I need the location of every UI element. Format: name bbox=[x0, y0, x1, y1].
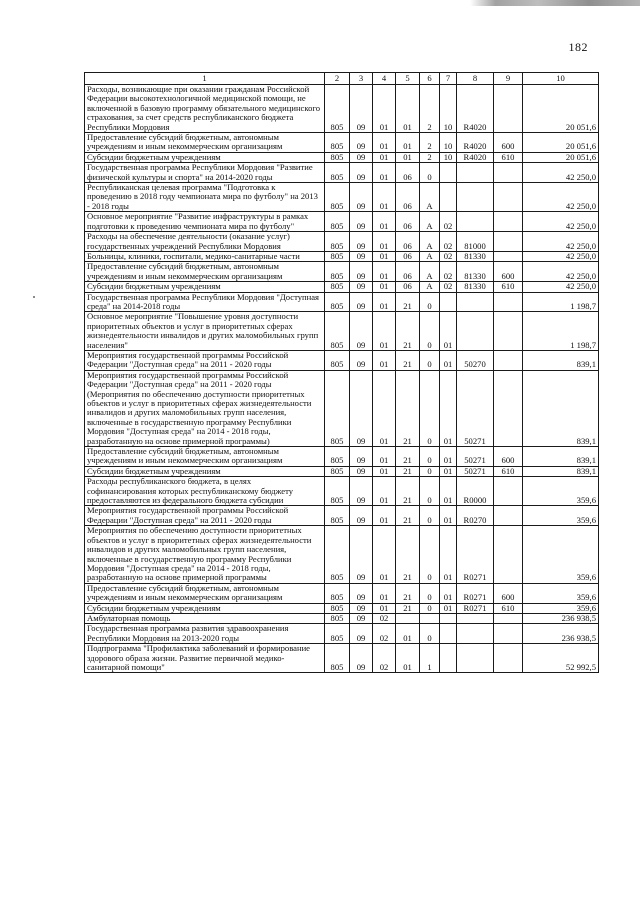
row-code-c6: 2 bbox=[420, 85, 440, 133]
row-description: Расходы на обеспечение деятельности (оказание услуг) государственных учреждений Республики Мордовия bbox=[85, 232, 325, 252]
row-amount: 839,1 bbox=[523, 350, 599, 370]
row-amount: 42 250,0 bbox=[523, 251, 599, 261]
row-code-c7 bbox=[440, 624, 457, 644]
row-code-c9 bbox=[494, 624, 523, 644]
row-code-c5: 01 bbox=[396, 152, 420, 162]
row-description: Республиканская целевая программа "Подготовка к проведению в 2018 году чемпионата мира по футболу" на 2013 - 2018 годы bbox=[85, 183, 325, 212]
table-row bbox=[85, 163, 599, 183]
row-code-c8: R4020 bbox=[457, 152, 494, 162]
row-amount: 839,1 bbox=[523, 370, 599, 446]
row-code-c8 bbox=[457, 292, 494, 312]
row-code-c8: 81330 bbox=[457, 282, 494, 292]
row-code-c9: 610 bbox=[494, 282, 523, 292]
table-header-row bbox=[85, 73, 599, 85]
table-row bbox=[85, 370, 599, 446]
row-code-c7: 01 bbox=[440, 350, 457, 370]
row-code-c7 bbox=[440, 644, 457, 673]
row-code-c5: 21 bbox=[396, 312, 420, 351]
row-code-c9 bbox=[494, 251, 523, 261]
row-code-c9 bbox=[494, 477, 523, 506]
row-code-c8: 50271 bbox=[457, 370, 494, 446]
row-code-c9: 610 bbox=[494, 603, 523, 613]
row-code-c4: 01 bbox=[373, 212, 396, 232]
row-code-c6: 0 bbox=[420, 312, 440, 351]
row-code-c2: 805 bbox=[325, 370, 350, 446]
row-description: Предоставление субсидий бюджетным, автономным учреждениям и иным некоммерческим организациям bbox=[85, 262, 325, 282]
table-row bbox=[85, 583, 599, 603]
row-description: Государственная программа развития здравоохранения Республики Мордовия на 2013-2020 годы bbox=[85, 624, 325, 644]
row-amount: 52 992,5 bbox=[523, 644, 599, 673]
row-description: Расходы республиканского бюджета, в целях софинансирования которых республиканскому бюджету предоставляются из федерального бюджета субсидии bbox=[85, 477, 325, 506]
row-code-c5 bbox=[396, 613, 420, 623]
row-amount: 236 938,5 bbox=[523, 624, 599, 644]
row-code-c3: 09 bbox=[350, 350, 373, 370]
row-code-c2: 805 bbox=[325, 506, 350, 526]
row-code-c5: 01 bbox=[396, 133, 420, 153]
table-row bbox=[85, 350, 599, 370]
row-description: Предоставление субсидий бюджетным, автономным учреждениям и иным некоммерческим организациям bbox=[85, 447, 325, 467]
row-code-c6: 0 bbox=[420, 603, 440, 613]
row-code-c6: 2 bbox=[420, 133, 440, 153]
column-header: 1 bbox=[85, 73, 325, 85]
row-code-c8: 50271 bbox=[457, 466, 494, 476]
row-code-c9 bbox=[494, 232, 523, 252]
row-code-c7 bbox=[440, 292, 457, 312]
row-code-c9 bbox=[494, 370, 523, 446]
row-description: Подпрограмма "Профилактика заболеваний и формирование здорового образа жизни. Развитие первичной медико-санитарной помощи" bbox=[85, 644, 325, 673]
row-code-c7: 01 bbox=[440, 506, 457, 526]
row-code-c2: 805 bbox=[325, 282, 350, 292]
row-code-c4: 01 bbox=[373, 477, 396, 506]
row-code-c8: 81330 bbox=[457, 251, 494, 261]
row-code-c6: 0 bbox=[420, 477, 440, 506]
table-row bbox=[85, 212, 599, 232]
row-code-c6: 0 bbox=[420, 370, 440, 446]
row-code-c9 bbox=[494, 292, 523, 312]
row-code-c3: 09 bbox=[350, 183, 373, 212]
row-code-c7: 01 bbox=[440, 583, 457, 603]
row-code-c3: 09 bbox=[350, 477, 373, 506]
row-code-c8 bbox=[457, 312, 494, 351]
row-code-c4: 01 bbox=[373, 603, 396, 613]
row-code-c9 bbox=[494, 613, 523, 623]
row-code-c8: R4020 bbox=[457, 85, 494, 133]
row-code-c5: 21 bbox=[396, 583, 420, 603]
row-amount: 20 051,6 bbox=[523, 85, 599, 133]
row-code-c2: 805 bbox=[325, 133, 350, 153]
row-description: Субсидии бюджетным учреждениям bbox=[85, 466, 325, 476]
row-code-c3: 09 bbox=[350, 447, 373, 467]
column-header: 7 bbox=[440, 73, 457, 85]
row-code-c7 bbox=[440, 183, 457, 212]
row-code-c6: 0 bbox=[420, 466, 440, 476]
row-code-c6: 0 bbox=[420, 583, 440, 603]
row-description: Расходы, возникающие при оказании гражданам Российской Федерации высокотехнологичной медицинской помощи, не включенной в базовую программу обязательного медицинского страхования, за счет средств республиканского бюджета Республики Мордовия bbox=[85, 85, 325, 133]
row-code-c7: 01 bbox=[440, 312, 457, 351]
row-code-c9 bbox=[494, 350, 523, 370]
row-code-c9: 600 bbox=[494, 262, 523, 282]
row-code-c7: 02 bbox=[440, 212, 457, 232]
row-code-c2: 805 bbox=[325, 292, 350, 312]
row-code-c8: R0271 bbox=[457, 526, 494, 583]
table-row bbox=[85, 85, 599, 133]
row-code-c2: 805 bbox=[325, 603, 350, 613]
row-code-c6: А bbox=[420, 282, 440, 292]
row-code-c3: 09 bbox=[350, 262, 373, 282]
row-code-c6: 0 bbox=[420, 506, 440, 526]
row-code-c8: R0270 bbox=[457, 506, 494, 526]
row-code-c8: R0271 bbox=[457, 603, 494, 613]
column-header: 4 bbox=[373, 73, 396, 85]
row-code-c2: 805 bbox=[325, 583, 350, 603]
table-row bbox=[85, 183, 599, 212]
row-code-c5: 21 bbox=[396, 447, 420, 467]
row-description: Субсидии бюджетным учреждениям bbox=[85, 603, 325, 613]
row-code-c2: 805 bbox=[325, 624, 350, 644]
row-code-c3: 09 bbox=[350, 624, 373, 644]
row-code-c7 bbox=[440, 613, 457, 623]
row-code-c8: R0271 bbox=[457, 583, 494, 603]
row-amount: 359,6 bbox=[523, 603, 599, 613]
row-code-c5: 21 bbox=[396, 603, 420, 613]
row-code-c4: 01 bbox=[373, 85, 396, 133]
row-code-c4: 02 bbox=[373, 644, 396, 673]
row-code-c4: 02 bbox=[373, 624, 396, 644]
row-code-c4: 01 bbox=[373, 350, 396, 370]
row-code-c6: 0 bbox=[420, 350, 440, 370]
row-amount: 42 250,0 bbox=[523, 212, 599, 232]
row-code-c9 bbox=[494, 163, 523, 183]
table-row bbox=[85, 613, 599, 623]
table-row bbox=[85, 506, 599, 526]
row-code-c4: 01 bbox=[373, 251, 396, 261]
column-header: 8 bbox=[457, 73, 494, 85]
scan-speck bbox=[33, 296, 35, 298]
row-amount: 839,1 bbox=[523, 466, 599, 476]
column-header: 3 bbox=[350, 73, 373, 85]
row-code-c8: R4020 bbox=[457, 133, 494, 153]
row-code-c2: 805 bbox=[325, 447, 350, 467]
row-code-c9 bbox=[494, 312, 523, 351]
row-code-c3: 09 bbox=[350, 292, 373, 312]
row-code-c2: 805 bbox=[325, 152, 350, 162]
row-code-c2: 805 bbox=[325, 526, 350, 583]
row-code-c2: 805 bbox=[325, 262, 350, 282]
row-code-c5: 06 bbox=[396, 212, 420, 232]
row-code-c3: 09 bbox=[350, 152, 373, 162]
column-header: 5 bbox=[396, 73, 420, 85]
row-code-c9: 600 bbox=[494, 447, 523, 467]
table-row bbox=[85, 312, 599, 351]
row-code-c3: 09 bbox=[350, 282, 373, 292]
row-code-c3: 09 bbox=[350, 85, 373, 133]
page-number: 182 bbox=[568, 40, 588, 54]
row-code-c5: 21 bbox=[396, 477, 420, 506]
row-code-c2: 805 bbox=[325, 466, 350, 476]
row-description: Мероприятия государственной программы Российской Федерации "Доступная среда" на 2011 - 2020 годы bbox=[85, 506, 325, 526]
row-code-c2: 805 bbox=[325, 232, 350, 252]
row-code-c5: 01 bbox=[396, 644, 420, 673]
row-amount: 359,6 bbox=[523, 506, 599, 526]
row-description: Основное мероприятие "Развитие инфраструктуры в рамках подготовки к проведению чемпионата мира по футболу" bbox=[85, 212, 325, 232]
row-code-c3: 09 bbox=[350, 613, 373, 623]
row-description: Основное мероприятие "Повышение уровня доступности приоритетных объектов и услуг в приоритетных сферах жизнедеятельности инвалидов и других маломобильных групп населения" bbox=[85, 312, 325, 351]
row-code-c3: 09 bbox=[350, 312, 373, 351]
row-code-c8: 81330 bbox=[457, 262, 494, 282]
row-amount: 42 250,0 bbox=[523, 262, 599, 282]
row-code-c3: 09 bbox=[350, 133, 373, 153]
row-code-c2: 805 bbox=[325, 477, 350, 506]
row-code-c4: 02 bbox=[373, 613, 396, 623]
row-code-c7: 01 bbox=[440, 603, 457, 613]
row-code-c4: 01 bbox=[373, 506, 396, 526]
row-amount: 42 250,0 bbox=[523, 163, 599, 183]
row-code-c2: 805 bbox=[325, 163, 350, 183]
row-code-c5: 06 bbox=[396, 282, 420, 292]
row-code-c9: 600 bbox=[494, 133, 523, 153]
row-code-c5: 21 bbox=[396, 526, 420, 583]
row-code-c7: 10 bbox=[440, 152, 457, 162]
row-amount: 42 250,0 bbox=[523, 232, 599, 252]
row-code-c5: 21 bbox=[396, 466, 420, 476]
row-code-c3: 09 bbox=[350, 370, 373, 446]
row-code-c8: R0000 bbox=[457, 477, 494, 506]
row-code-c7: 02 bbox=[440, 262, 457, 282]
row-code-c4: 01 bbox=[373, 447, 396, 467]
row-code-c6: 0 bbox=[420, 624, 440, 644]
table-row bbox=[85, 624, 599, 644]
row-code-c8 bbox=[457, 163, 494, 183]
row-amount: 359,6 bbox=[523, 526, 599, 583]
row-description: Мероприятия государственной программы Российской Федерации "Доступная среда" на 2011 - 2020 годы (Мероприятия по обеспечению доступности приоритетных объектов и услуг в приоритетных сферах жизнедеятельности инвалидов и других маломобильных групп населения, включенные в государственную программу Республики Мордовия "Доступная среда" на 2014 - 2018 годы, разработанную на основе примерной программы) bbox=[85, 370, 325, 446]
row-code-c5: 06 bbox=[396, 163, 420, 183]
row-amount: 236 938,5 bbox=[523, 613, 599, 623]
row-code-c8 bbox=[457, 212, 494, 232]
row-code-c4: 01 bbox=[373, 152, 396, 162]
row-description: Амбулаторная помощь bbox=[85, 613, 325, 623]
row-code-c5: 06 bbox=[396, 183, 420, 212]
row-code-c7: 01 bbox=[440, 477, 457, 506]
row-code-c4: 01 bbox=[373, 526, 396, 583]
row-code-c6: А bbox=[420, 232, 440, 252]
row-code-c5: 21 bbox=[396, 506, 420, 526]
row-code-c6: 0 bbox=[420, 163, 440, 183]
row-code-c3: 09 bbox=[350, 232, 373, 252]
row-code-c5: 21 bbox=[396, 350, 420, 370]
table-row bbox=[85, 232, 599, 252]
row-code-c8: 81000 bbox=[457, 232, 494, 252]
table-row bbox=[85, 282, 599, 292]
row-code-c2: 805 bbox=[325, 613, 350, 623]
row-code-c6: 0 bbox=[420, 447, 440, 467]
row-amount: 42 250,0 bbox=[523, 183, 599, 212]
row-code-c6: А bbox=[420, 262, 440, 282]
budget-table bbox=[84, 72, 599, 673]
row-amount: 359,6 bbox=[523, 583, 599, 603]
row-code-c4: 01 bbox=[373, 232, 396, 252]
column-header: 2 bbox=[325, 73, 350, 85]
row-description: Субсидии бюджетным учреждениям bbox=[85, 282, 325, 292]
row-code-c2: 805 bbox=[325, 350, 350, 370]
row-code-c5: 21 bbox=[396, 292, 420, 312]
row-code-c7: 01 bbox=[440, 447, 457, 467]
row-amount: 359,6 bbox=[523, 477, 599, 506]
row-code-c5: 06 bbox=[396, 251, 420, 261]
row-code-c2: 805 bbox=[325, 183, 350, 212]
row-code-c7: 02 bbox=[440, 251, 457, 261]
row-description: Мероприятия по обеспечению доступности приоритетных объектов и услуг в приоритетных сферах жизнедеятельности инвалидов и других маломобильных групп населения, включенные в государственную программу Республики Мордовия "Доступная среда" на 2014 - 2018 годы, разработанную на основе примерной программы bbox=[85, 526, 325, 583]
column-header: 6 bbox=[420, 73, 440, 85]
row-amount: 1 198,7 bbox=[523, 312, 599, 351]
column-header: 10 bbox=[523, 73, 599, 85]
table-row bbox=[85, 477, 599, 506]
row-code-c3: 09 bbox=[350, 644, 373, 673]
row-code-c7: 01 bbox=[440, 526, 457, 583]
row-code-c5: 01 bbox=[396, 624, 420, 644]
row-code-c9: 610 bbox=[494, 466, 523, 476]
row-code-c6: 2 bbox=[420, 152, 440, 162]
table-row bbox=[85, 133, 599, 153]
table-row bbox=[85, 152, 599, 162]
row-code-c2: 805 bbox=[325, 212, 350, 232]
row-code-c4: 01 bbox=[373, 183, 396, 212]
row-code-c6: А bbox=[420, 183, 440, 212]
row-code-c3: 09 bbox=[350, 212, 373, 232]
row-code-c2: 805 bbox=[325, 85, 350, 133]
row-amount: 1 198,7 bbox=[523, 292, 599, 312]
row-description: Государственная программа Республики Мордовия "Развитие физической культуры и спорта" на 2014-2020 годы bbox=[85, 163, 325, 183]
row-code-c9: 600 bbox=[494, 583, 523, 603]
row-code-c9: 610 bbox=[494, 152, 523, 162]
scan-artifact bbox=[470, 0, 640, 6]
row-code-c6 bbox=[420, 613, 440, 623]
row-amount: 20 051,6 bbox=[523, 133, 599, 153]
row-code-c7: 02 bbox=[440, 282, 457, 292]
row-code-c6: А bbox=[420, 212, 440, 232]
row-description: Предоставление субсидий бюджетным, автономным учреждениям и иным некоммерческим организациям bbox=[85, 133, 325, 153]
row-description: Субсидии бюджетным учреждениям bbox=[85, 152, 325, 162]
row-code-c8 bbox=[457, 613, 494, 623]
row-amount: 20 051,6 bbox=[523, 152, 599, 162]
row-code-c8 bbox=[457, 183, 494, 212]
row-code-c7 bbox=[440, 163, 457, 183]
row-code-c6: 0 bbox=[420, 292, 440, 312]
row-code-c5: 01 bbox=[396, 85, 420, 133]
row-code-c2: 805 bbox=[325, 312, 350, 351]
row-amount: 839,1 bbox=[523, 447, 599, 467]
row-code-c6: 1 bbox=[420, 644, 440, 673]
row-description: Мероприятия государственной программы Российской Федерации "Доступная среда" на 2011 - 2020 годы bbox=[85, 350, 325, 370]
row-code-c8 bbox=[457, 624, 494, 644]
row-code-c4: 01 bbox=[373, 133, 396, 153]
row-code-c5: 21 bbox=[396, 370, 420, 446]
row-code-c4: 01 bbox=[373, 583, 396, 603]
row-code-c7: 10 bbox=[440, 133, 457, 153]
table-row bbox=[85, 466, 599, 476]
row-code-c9 bbox=[494, 85, 523, 133]
row-code-c3: 09 bbox=[350, 466, 373, 476]
row-code-c5: 06 bbox=[396, 262, 420, 282]
table-row bbox=[85, 251, 599, 261]
row-code-c4: 01 bbox=[373, 282, 396, 292]
table-row bbox=[85, 603, 599, 613]
row-description: Больницы, клиники, госпитали, медико-санитарные части bbox=[85, 251, 325, 261]
table-row bbox=[85, 644, 599, 673]
row-code-c5: 06 bbox=[396, 232, 420, 252]
row-description: Государственная программа Республики Мордовия "Доступная среда" на 2014-2018 годы bbox=[85, 292, 325, 312]
row-code-c6: 0 bbox=[420, 526, 440, 583]
row-description: Предоставление субсидий бюджетным, автономным учреждениям и иным некоммерческим организациям bbox=[85, 583, 325, 603]
row-code-c2: 805 bbox=[325, 251, 350, 261]
row-code-c4: 01 bbox=[373, 370, 396, 446]
row-code-c9 bbox=[494, 526, 523, 583]
row-amount: 42 250,0 bbox=[523, 282, 599, 292]
row-code-c9 bbox=[494, 212, 523, 232]
row-code-c7: 01 bbox=[440, 466, 457, 476]
row-code-c4: 01 bbox=[373, 163, 396, 183]
row-code-c3: 09 bbox=[350, 526, 373, 583]
table-row bbox=[85, 526, 599, 583]
row-code-c4: 01 bbox=[373, 466, 396, 476]
row-code-c4: 01 bbox=[373, 292, 396, 312]
row-code-c9 bbox=[494, 183, 523, 212]
row-code-c3: 09 bbox=[350, 163, 373, 183]
row-code-c7: 10 bbox=[440, 85, 457, 133]
row-code-c8: 50270 bbox=[457, 350, 494, 370]
row-code-c3: 09 bbox=[350, 583, 373, 603]
row-code-c4: 01 bbox=[373, 312, 396, 351]
row-code-c3: 09 bbox=[350, 251, 373, 261]
table-row bbox=[85, 262, 599, 282]
row-code-c8: 50271 bbox=[457, 447, 494, 467]
row-code-c7: 02 bbox=[440, 232, 457, 252]
row-code-c7: 01 bbox=[440, 370, 457, 446]
table-row bbox=[85, 447, 599, 467]
row-code-c9 bbox=[494, 506, 523, 526]
table-row bbox=[85, 292, 599, 312]
row-code-c6: А bbox=[420, 251, 440, 261]
row-code-c4: 01 bbox=[373, 262, 396, 282]
row-code-c3: 09 bbox=[350, 506, 373, 526]
row-code-c3: 09 bbox=[350, 603, 373, 613]
row-code-c8 bbox=[457, 644, 494, 673]
row-code-c2: 805 bbox=[325, 644, 350, 673]
row-code-c9 bbox=[494, 644, 523, 673]
column-header: 9 bbox=[494, 73, 523, 85]
